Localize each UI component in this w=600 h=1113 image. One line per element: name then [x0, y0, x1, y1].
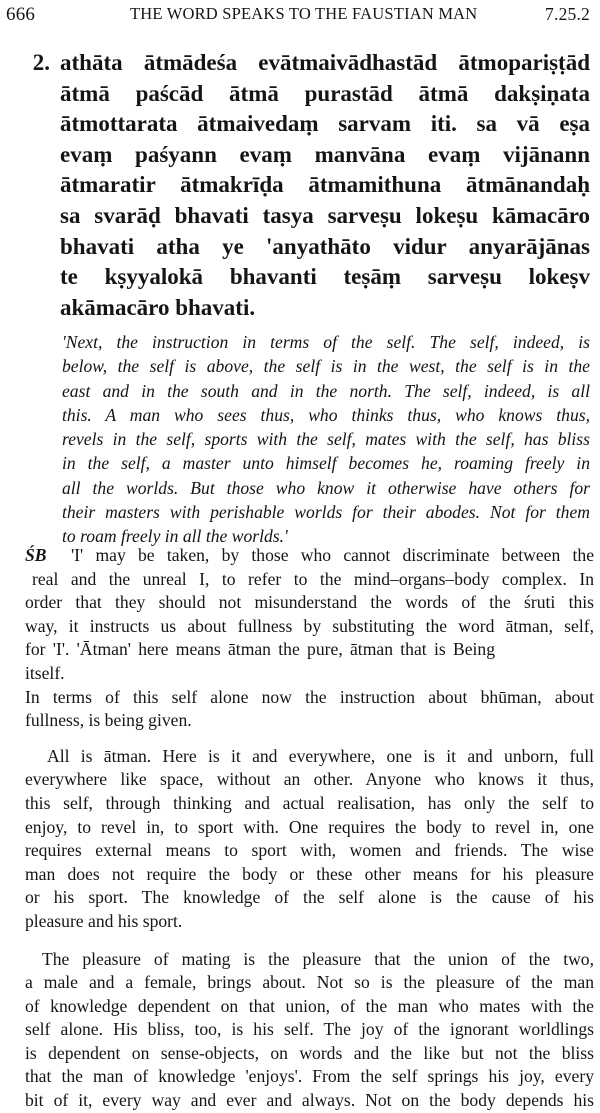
- commentary-line: [25, 544, 594, 568]
- running-title: THE WORD SPEAKS TO THE FAUSTIAN MAN: [130, 4, 478, 23]
- commentary-line: that the man of knowledge 'enjoys'. From the self springs his joy, every: [25, 1066, 594, 1087]
- sanskrit-verse: [32, 48, 590, 323]
- commentary-line: this self, through thinking and actual realisation, has only the self to: [25, 792, 594, 813]
- verse-line: sa svarāḍ bhavati tasya sarveṣu lokeṣu kāmacāro: [60, 202, 590, 228]
- translation-line: their masters with perishable worlds for their abodes. Not for them: [62, 502, 590, 523]
- commentary-line: enjoy, to revel in, to sport with. One requires the body to revel in, one: [25, 816, 594, 837]
- verse-line: ātmaratir ātmakrīḍa ātmamithuna ātmānandaḥ: [60, 172, 590, 198]
- translation-line: to roam freely in all the worlds.': [62, 526, 288, 547]
- translation-line: revels in the self, sports with the self, mates with the self, has bliss: [62, 429, 590, 450]
- verse-number: 2.: [32, 50, 50, 75]
- english-translation: [62, 330, 590, 549]
- commentary-line: self alone. His bliss, too, is his self. The joy of the ignorant worldlings: [25, 1019, 594, 1040]
- commentary-line: pleasure and his sport.: [25, 910, 183, 931]
- translation-line: in the self, a master unto himself becomes he, roaming freely in: [62, 453, 590, 474]
- commentary-line: All is ātman. Here is it and everywhere, one is it and unborn, full: [47, 745, 594, 766]
- commentary-line: real and the unreal I, to refer to the mind–organs–body complex. In: [32, 568, 594, 589]
- section-number: 7.25.2: [545, 4, 590, 24]
- verse-line: te kṣyyalokā bhavanti teṣāṃ sarveṣu lokeṣv: [60, 264, 590, 290]
- commentary-line: In terms of this self alone now the instruction about bhūman, about: [25, 686, 594, 707]
- commentary-label: ŚB: [25, 545, 47, 565]
- commentary-line: for 'I'. 'Ātman' here means ātman the pure, ātman that is Being itself.: [25, 639, 495, 683]
- verse-line: bhavati atha ye 'anyathāto vidur anyarājānas: [60, 233, 590, 259]
- verse-line: ātmottarata ātmaivedaṃ sarvam iti. sa vā eṣa: [60, 111, 590, 137]
- translation-line: east and in the south and in the north. The self, indeed, is all: [62, 380, 590, 401]
- commentary-paragraph-2: [25, 745, 594, 934]
- commentary-line: bit of it, every way and ever and always. Not on the body depends his: [25, 1090, 594, 1111]
- commentary-paragraph-3: [25, 948, 594, 1113]
- commentary-line: The pleasure of mating is the pleasure that the union of the two,: [42, 948, 594, 969]
- commentary-line: is dependent on sense-objects, on words and the like but not the bliss: [25, 1042, 594, 1063]
- commentary-line: order that they should not misunderstand the words of the śruti this: [25, 592, 594, 613]
- commentary-line: fullness, is being given.: [25, 710, 192, 731]
- running-header: [6, 4, 590, 30]
- verse-line: akāmacāro bhavati.: [60, 294, 256, 320]
- commentary-line: way, it instructs us about fullness by substituting the word ātman, self,: [25, 615, 594, 636]
- commentary-line: a male and a female, brings about. Not so is the pleasure of the man: [25, 972, 594, 993]
- verse-line: athāta ātmādeśa evātmaivādhastād ātmopariṣṭād: [60, 50, 590, 75]
- translation-line: this. A man who sees thus, who thinks thus, who knows thus,: [62, 404, 590, 425]
- commentary-text: 'I' may be taken, by those who cannot discriminate between the: [71, 545, 595, 565]
- translation-line: below, the self is above, the self is in the west, the self is in the: [62, 356, 590, 377]
- page-number: 666: [6, 4, 36, 25]
- translation-line: 'Next, the instruction in terms of the self. The self, indeed, is: [62, 332, 590, 352]
- commentary-line: man does not require the body or these other means for his pleasure: [25, 863, 594, 884]
- translation-line: all the worlds. But those who know it otherwise have others for: [62, 477, 590, 498]
- commentary-line: everywhere like space, without an other. Anyone who knows it thus,: [25, 769, 594, 790]
- commentary-line: requires external means to sport with, women and friends. The wise: [25, 840, 594, 861]
- commentary-line: or his sport. The knowledge of the self alone is the cause of his: [25, 887, 594, 908]
- verse-line: evaṃ paśyann evaṃ manvāna evaṃ vijānann: [60, 141, 590, 167]
- commentary: [25, 544, 594, 1113]
- commentary-line: of knowledge dependent on that union, of the man who mates with the: [25, 995, 594, 1016]
- verse-line: ātmā paścād ātmā purastād ātmā dakṣiṇata: [60, 80, 590, 106]
- commentary-paragraph-1: [25, 544, 594, 733]
